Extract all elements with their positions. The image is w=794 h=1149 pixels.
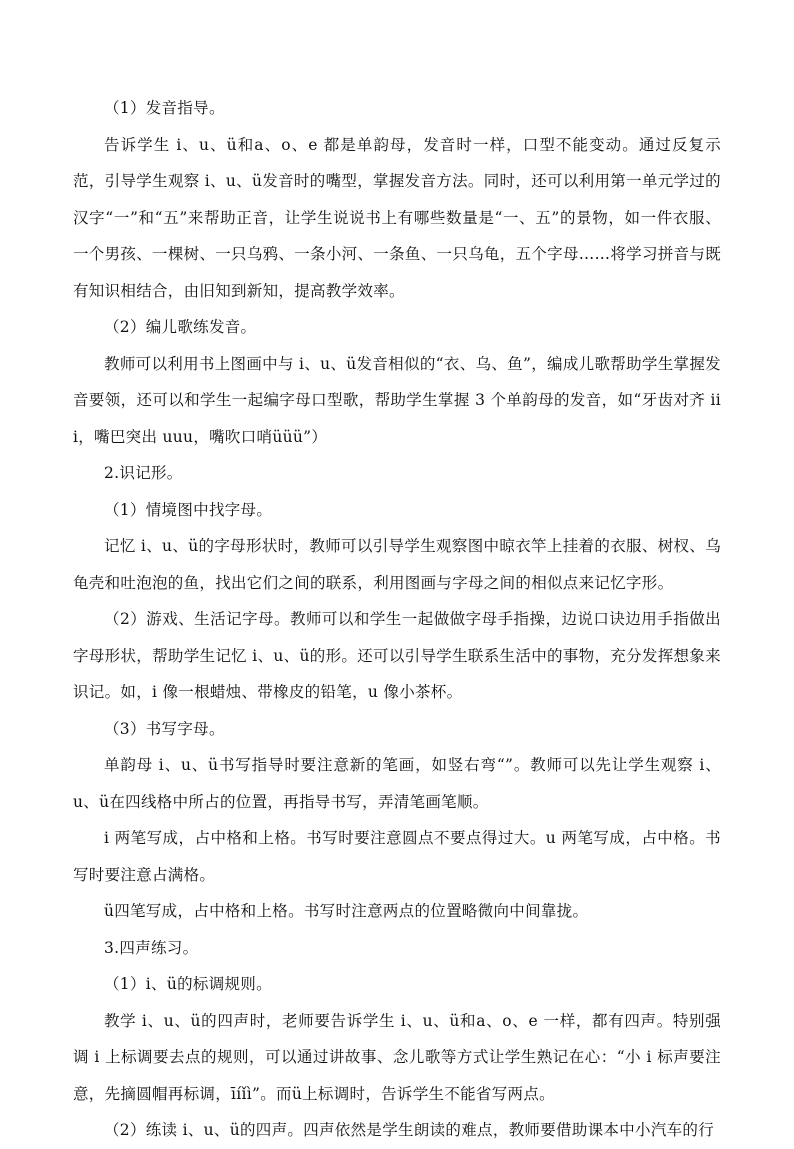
paragraph-tone-rules: 教学 i、u、ü的四声时，老师要告诉学生 i、u、ü和a、o、e 一样，都有四声。特别强调 i 上标调要去点的规则，可以通过讲故事、念儿歌等方式让学生熟记在心：“小 i 标声要注意，先摘圆帽再标调，īíǐì”。而ü上标调时，告诉学生不能省写两点。 [73, 1011, 721, 1103]
paragraph-writing-v: ü四笔写成，占中格和上格。书写时注意两点的位置略微向中间靠拢。 [104, 902, 589, 920]
section-heading-shape-recognition: 2.识记形。 [104, 464, 183, 482]
subheading-find-letters: （1）情境图中找字母。 [104, 500, 273, 519]
section-heading-four-tones: 3.四声练习。 [104, 938, 199, 957]
paragraph-writing-i-u: i 两笔写成，占中格和上格。书写时要注意圆点不要点得过大。u 两笔写成，占中格。书写时要注意占满格。 [73, 829, 721, 884]
subheading-writing-letters: （3）书写字母。 [104, 719, 225, 738]
paragraph-writing-guidance: 单韵母 i、u、ü书写指导时要注意新的笔画，如竖右弯“”。教师可以先让学生观察 i、u、ü在四线格中所占的位置，再指导书写，弄清笔画笔顺。 [73, 756, 721, 811]
subheading-pronunciation-guidance: （1）发音指导。 [104, 99, 225, 117]
paragraph-tone-practice: （2）练读 i、u、ü的四声。四声依然是学生朗读的难点，教师要借助课本中小汽车的行 [104, 1121, 715, 1139]
subheading-tone-rules: （1）i、ü的标调规则。 [104, 975, 272, 993]
paragraph-pronunciation-method: 告诉学生 i、u、ü和a、o、e 都是单韵母，发音时一样，口型不能变动。通过反复示范，引导学生观察 i、u、ü发音时的嘴型，掌握发音方法。同时，还可以利用第一单元学过的汉字“一”和“五”来帮助正音，让学生说说书上有哪些数量是“一、五”的景物，如一件衣服、一个男孩、一棵树、一只乌鸦、一条小河、一条鱼、一只乌龟，五个字母……将学习拼音与既有知识相结合，由旧知到新知，提高教学效率。 [73, 135, 721, 300]
paragraph-games-life: （2）游戏、生活记字母。教师可以和学生一起做做字母手指操，边说口诀边用手指做出字母形状，帮助学生记忆 i、u、ü的形。还可以引导学生联系生活中的事物，充分发挥想象来识记。如，i 像一根蜡烛、带橡皮的铅笔，u 像小茶杯。 [73, 610, 721, 701]
paragraph-find-letters: 记忆 i、u、ü的字母形状时，教师可以引导学生观察图中晾衣竿上挂着的衣服、树杈、乌龟壳和吐泡泡的鱼，找出它们之间的联系，利用图画与字母之间的相似点来记忆字形。 [73, 537, 721, 592]
paragraph-rhyme-practice: 教师可以利用书上图画中与 i、u、ü发音相似的“衣、乌、鱼”，编成儿歌帮助学生掌握发音要领，还可以和学生一起编字母口型歌，帮助学生掌握 3 个单韵母的发音，如“牙齿对齐 iii，嘴巴突出 uuu，嘴吹口哨üüü”） [73, 354, 721, 446]
document-body [73, 90, 721, 1149]
subheading-rhyme-practice: （2）编儿歌练发音。 [104, 318, 257, 336]
